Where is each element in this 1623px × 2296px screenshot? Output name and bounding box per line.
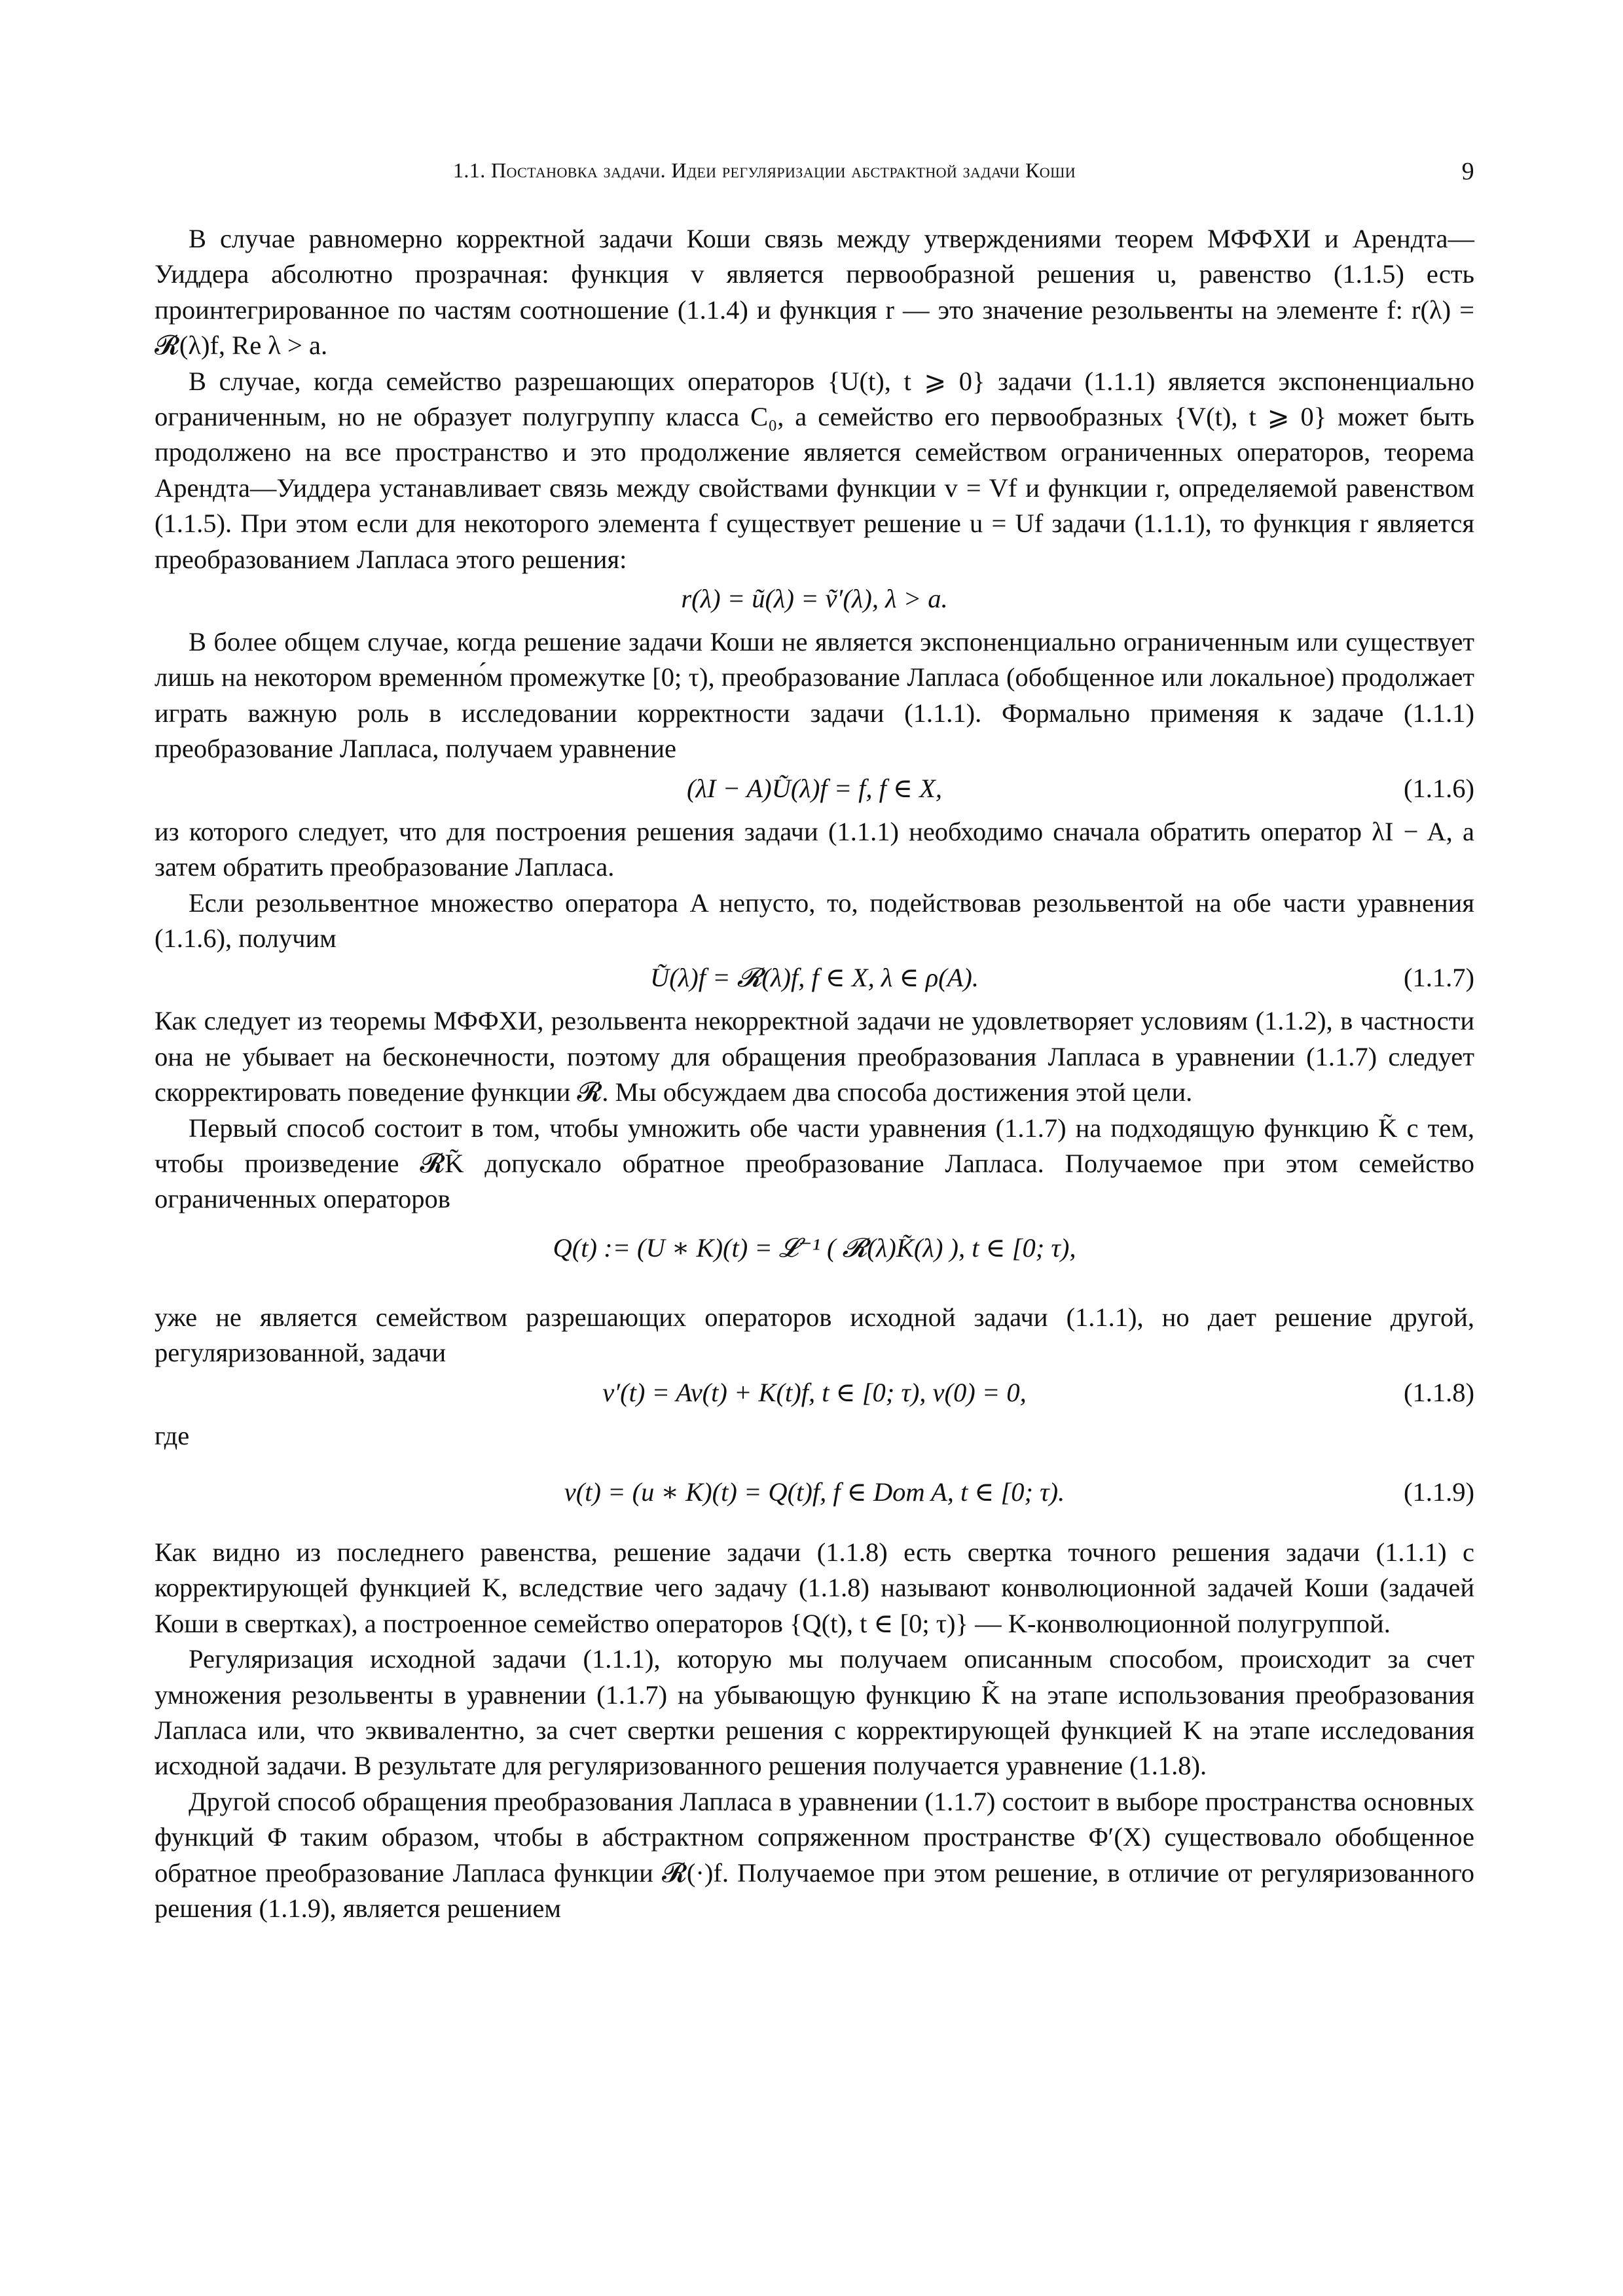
paragraph: Если резольвентное множество оператора A непусто, то, подействовав резольвентой на обе части уравнения (1.1.6), получим bbox=[155, 888, 1474, 953]
paragraph: Первый способ состоит в том, чтобы умножить обе части уравнения (1.1.7) на подходящую функцию K̃ с тем, чтобы произведение 𝓡K̃ допускало обратное преобразование Лапласа. Получаемое при этом семейство ограниченных операторов bbox=[155, 1113, 1474, 1214]
equation-formula: v′(t) = Av(t) + K(t)f, t ∈ [0; τ), v(0) = 0, bbox=[602, 1377, 1027, 1407]
equation-number: (1.1.7) bbox=[1404, 963, 1474, 993]
equation-formula: Q(t) := (U ∗ K)(t) = 𝓛⁻¹ ( 𝓡(λ)K̃(λ) ), t ∈ [0; τ), bbox=[553, 1232, 1076, 1263]
paragraph: Регуляризация исходной задачи (1.1.1), которую мы получаем описанным способом, происходит за счет умножения резольвенты в уравнении (1.1.7) на убывающую функцию K̃ на этапе использования преобразования Лапласа или, что эквивалентно, за счет свертки решения с корректирующей функцией K на этапе исследования исходной задачи. В результате для регуляризованного решения получается уравнение (1.1.8). bbox=[155, 1644, 1474, 1781]
equation-q-definition bbox=[155, 1229, 1474, 1295]
paragraph: Другой способ обращения преобразования Лапласа в уравнении (1.1.7) состоит в выборе пространства основных функций Φ таким образом, чтобы в абстрактном сопряженном пространстве Φ′(X) существовало обобщенное обратное преобразование Лапласа функции 𝓡(·)f. Получаемое при этом решение, в отличие от регуляризованного решения (1.1.9), является решением bbox=[155, 1786, 1474, 1924]
page-number: 9 bbox=[1461, 158, 1474, 185]
paragraph: В случае, когда семейство разрешающих операторов {U(t), t ⩾ 0} задачи (1.1.1) является экспоненциально ограниченным, но не образует полугруппу класса C₀, а семейство его первообразных {V(t), t ⩾ 0} может быть продолжено на все пространство и это продолжение является семейством ограниченных операторов, теорема Арендта—Уиддера устанавливает связь между свойствами функции v = Vf и функции r, определяемой равенством (1.1.5). При этом если для некоторого элемента f существует решение u = Uf задачи (1.1.1), то функция r является преобразованием Лапласа этого решения: bbox=[155, 366, 1474, 574]
equation-formula: Ũ(λ)f = 𝓡(λ)f, f ∈ X, λ ∈ ρ(A). bbox=[650, 963, 979, 993]
paragraph: уже не является семейством разрешающих операторов исходной задачи (1.1.1), но дает решение другой, регуляризованной, задачи bbox=[155, 1302, 1474, 1368]
equation-1-1-9 bbox=[155, 1473, 1474, 1515]
paragraph: Как следует из теоремы МФФХИ, резольвента некорректной задачи не удовлетворяет условиям (1.1.2), в частности она не убывает на бесконечности, поэтому для обращения преобразования Лапласа в уравнении (1.1.7) следует скорректировать поведение функции 𝓡. Мы обсуждаем два способа достижения этой цели. bbox=[155, 1006, 1474, 1107]
equation-number: (1.1.8) bbox=[1404, 1377, 1474, 1407]
equation-1-1-7 bbox=[155, 959, 1474, 1001]
paragraph: В случае равномерно корректной задачи Коши связь между утверждениями теорем МФФХИ и Арендта—Уиддера абсолютно прозрачная: функция v является первообразной решения u, равенство (1.1.5) есть проинтегрированное по частям соотношение (1.1.4) и функция r — это значение резольвенты на элементе f: r(λ) = 𝓡(λ)f, Re λ > a. bbox=[155, 224, 1474, 361]
header-title: 1.1. Постановка задачи. Идеи регуляризации абстрактной задачи Коши bbox=[453, 158, 1076, 182]
paragraph: где bbox=[155, 1420, 190, 1450]
running-header bbox=[155, 145, 1474, 191]
paragraph: В более общем случае, когда решение задачи Коши не является экспоненциально ограниченным или существует лишь на некотором временно́м промежутке [0; τ), преобразование Лапласа (обобщенное или локальное) продолжает играть важную роль в исследовании корректности задачи (1.1.1). Формально применяя к задаче (1.1.1) преобразование Лапласа, получаем уравнение bbox=[155, 627, 1474, 764]
equation-formula: (λI − A)Ũ(λ)f = f, f ∈ X, bbox=[686, 773, 943, 803]
spacer bbox=[155, 1518, 1474, 1535]
equation-1-1-8 bbox=[155, 1374, 1474, 1416]
equation-number: (1.1.9) bbox=[1404, 1477, 1474, 1507]
body-text bbox=[155, 221, 1474, 1926]
equation bbox=[155, 580, 1474, 622]
equation-1-1-6 bbox=[155, 770, 1474, 812]
equation-formula: v(t) = (u ∗ K)(t) = Q(t)f, f ∈ Dom A, t ∈ [0; τ). bbox=[564, 1477, 1065, 1507]
paragraph: Как видно из последнего равенства, решение задачи (1.1.8) есть свертка точного решения задачи (1.1.1) с корректирующей функцией K, вследствие чего задачу (1.1.8) называют конволюционной задачей Коши (задачей Коши в свертках), а построенное семейство операторов {Q(t), t ∈ [0; τ)} — K-конволюционной полугруппой. bbox=[155, 1537, 1474, 1638]
spacer bbox=[155, 1454, 1474, 1471]
paragraph: из которого следует, что для построения решения задачи (1.1.1) необходимо сначала обратить оператор λI − A, а затем обратить преобразование Лапласа. bbox=[155, 816, 1474, 882]
equation-formula: r(λ) = ũ(λ) = ṽ′(λ), λ > a. bbox=[681, 584, 948, 614]
equation-number: (1.1.6) bbox=[1404, 773, 1474, 803]
